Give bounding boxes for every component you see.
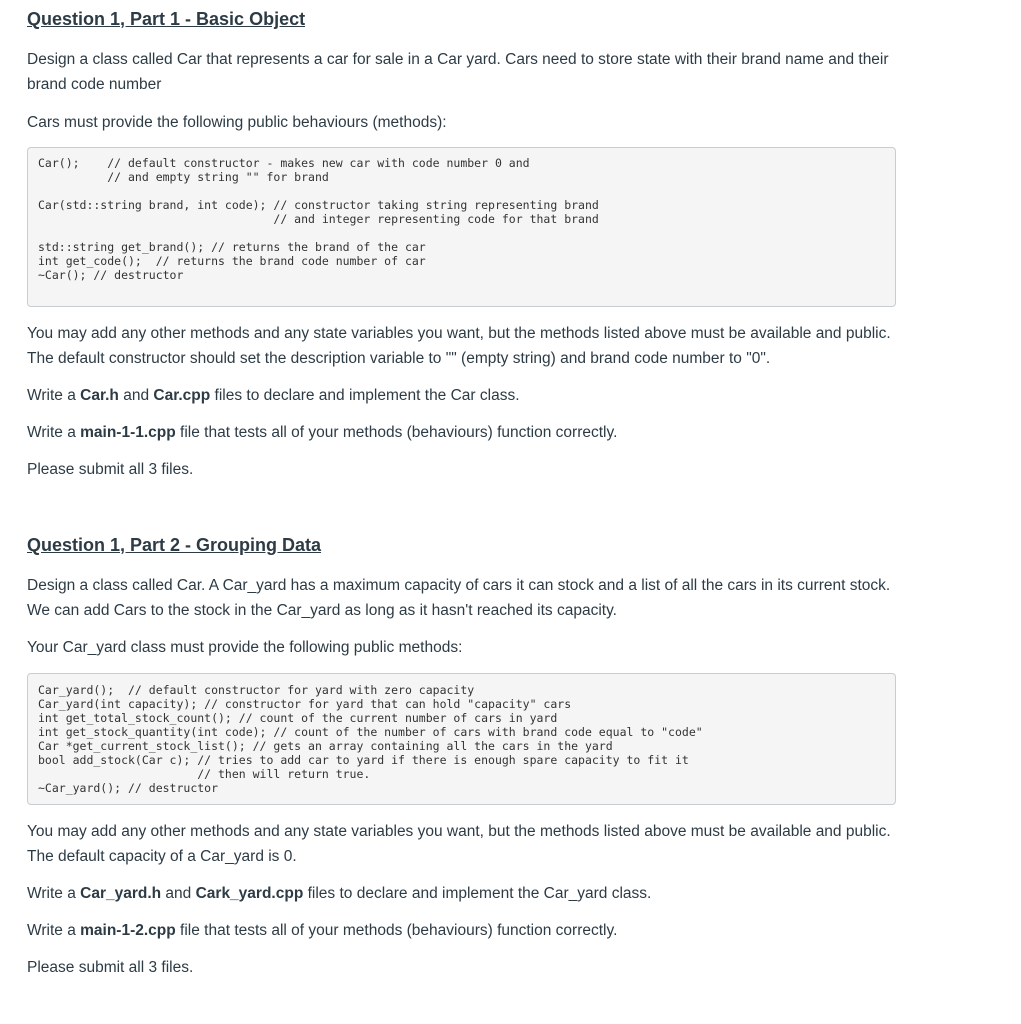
part1-code-block: Car(); // default constructor - makes new car with code number 0 and // and empty string "" for brand Car(std::string brand, int code); // constructor taking string representing brand // and integer representing code for that brand std::string get_brand(); // returns the brand of the car int get_code(); // returns the brand code number of car ~Car(); // destructor (27, 147, 896, 307)
part1-note: You may add any other methods and any state variables you want, but the methods listed above must be available and public. The default constructor should set the description variable to "" (empty string) and brand code number to "0". (27, 325, 891, 367)
file-name-car-cpp: Car.cpp (153, 387, 211, 404)
file-name-main-1-1: main-1-1.cpp (80, 424, 176, 441)
part2-intro: Design a class called Car. A Car_yard has a maximum capacity of cars it can stock and a list of all the cars in its current stock. We can add Cars to the stock in the Car_yard as long as it hasn't reached its capacity. (27, 577, 891, 619)
part2-write-main (27, 918, 907, 943)
write-files-prefix: Write a (27, 885, 81, 902)
write-files-mid: and (161, 885, 196, 902)
part1-intro: Design a class called Car that represents a car for sale in a Car yard. Cars need to store state with their brand name and their brand code number (27, 51, 889, 93)
write-main-prefix: Write a (27, 424, 81, 441)
write-main-prefix: Write a (27, 922, 81, 939)
part1-heading: Question 1, Part 1 - Basic Object (27, 9, 306, 29)
file-name-car-h: Car.h (80, 387, 119, 404)
write-main-suffix: file that tests all of your methods (behaviours) function correctly. (175, 424, 618, 441)
part1-methods-intro: Cars must provide the following public behaviours (methods): (27, 114, 447, 131)
write-files-suffix: files to declare and implement the Car class. (210, 387, 520, 404)
file-name-cark-yard-cpp: Cark_yard.cpp (195, 885, 304, 902)
part2-submit: Please submit all 3 files. (27, 959, 194, 976)
file-name-car-yard-h: Car_yard.h (80, 885, 162, 902)
part1-submit: Please submit all 3 files. (27, 461, 194, 478)
part2-note: You may add any other methods and any state variables you want, but the methods listed above must be available and public. The default capacity of a Car_yard is 0. (27, 823, 891, 865)
write-files-suffix: files to declare and implement the Car_yard class. (303, 885, 652, 902)
part2-methods-intro: Your Car_yard class must provide the following public methods: (27, 639, 463, 656)
write-files-mid: and (118, 387, 154, 404)
part2-write-files (27, 881, 907, 906)
file-name-main-1-2: main-1-2.cpp (80, 922, 176, 939)
part2-code-block: Car_yard(); // default constructor for yard with zero capacity Car_yard(int capacity); // constructor for yard that can hold "capacity" cars int get_total_stock_count(); // count of the current number of cars in yard int get_stock_quantity(int code); // count of the number of cars with brand code equal to "code" Car *get_current_stock_list(); // gets an array containing all the cars in the yard bool add_stock(Car c); // tries to add car to yard if there is enough spare capacity to fit it // then will return true. ~Car_yard(); // destructor (27, 673, 896, 805)
part1-write-main (27, 420, 907, 445)
write-files-prefix: Write a (27, 387, 81, 404)
part1-write-files (27, 383, 907, 408)
part2-heading: Question 1, Part 2 - Grouping Data (27, 535, 322, 555)
write-main-suffix: file that tests all of your methods (behaviours) function correctly. (175, 922, 618, 939)
